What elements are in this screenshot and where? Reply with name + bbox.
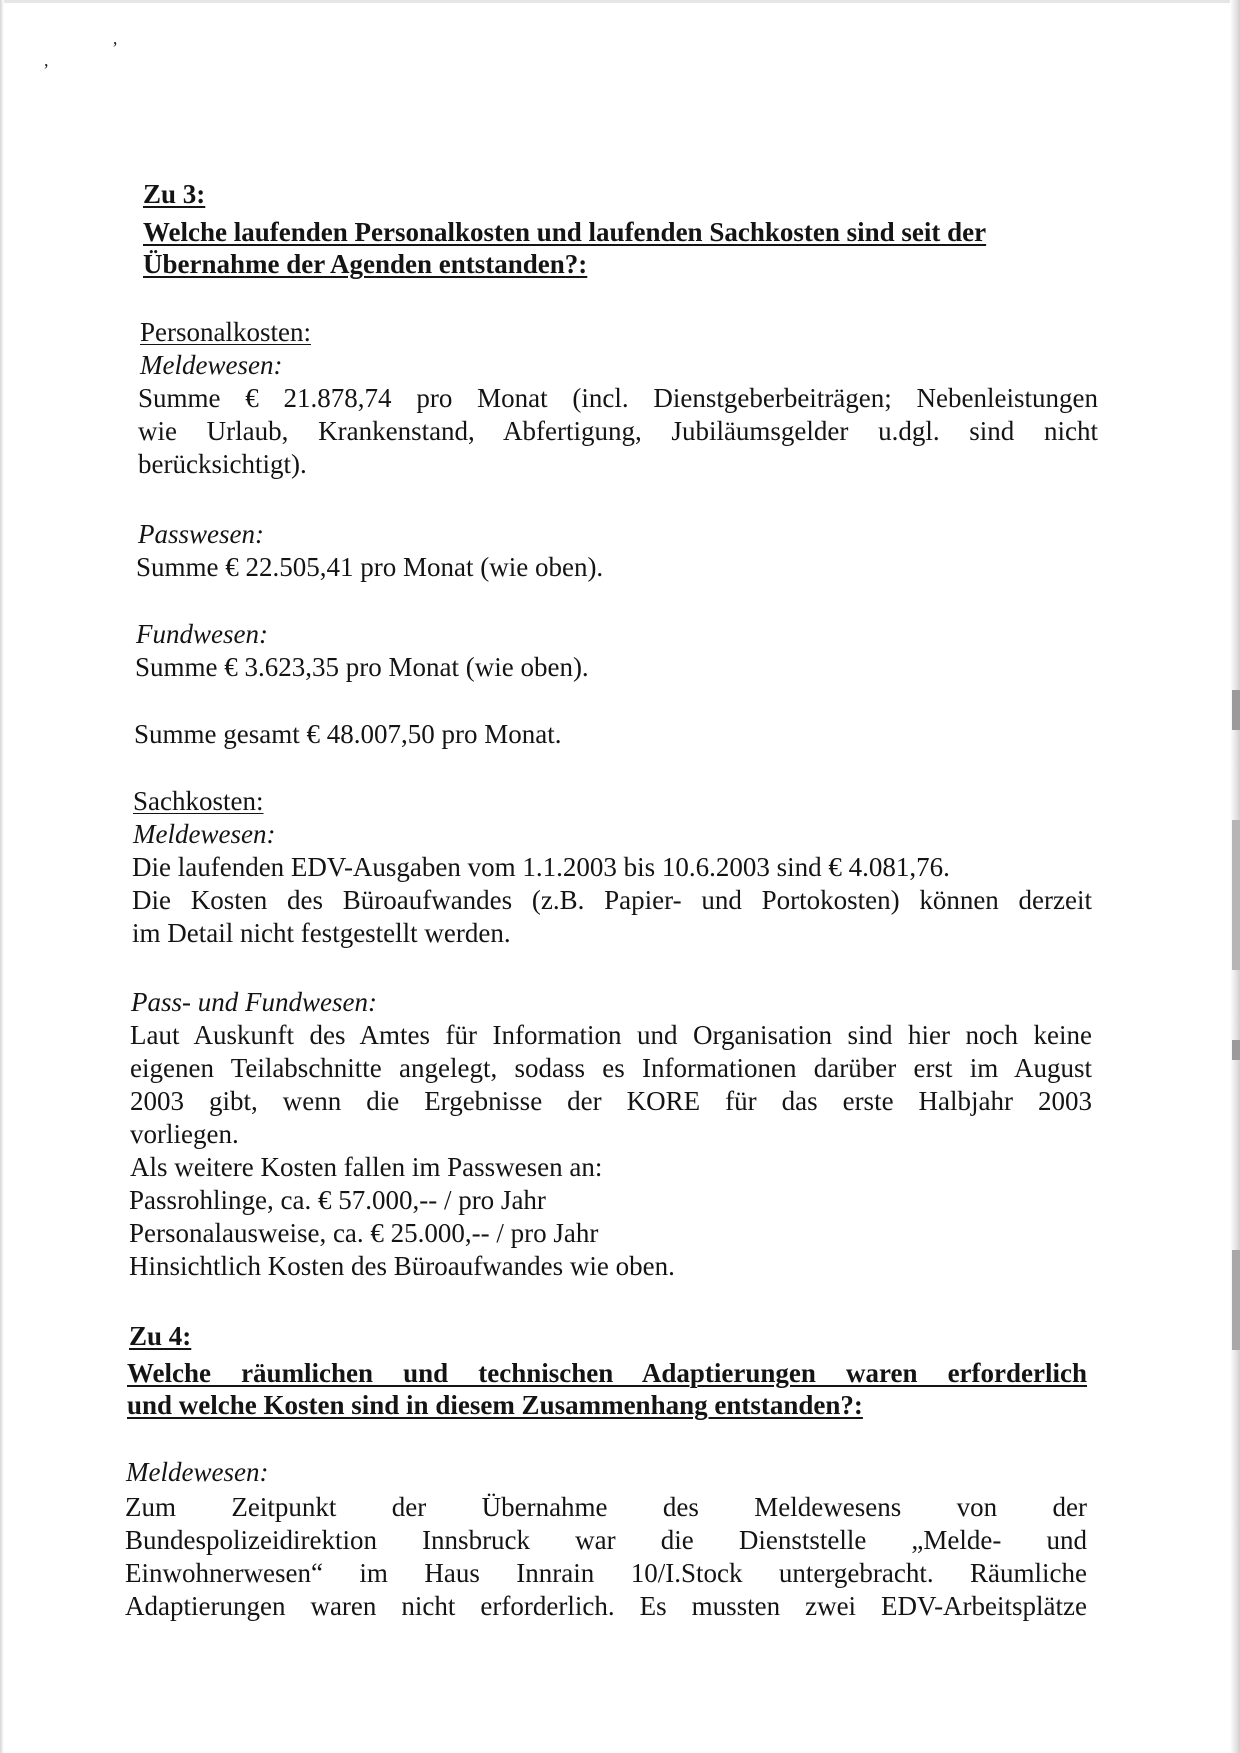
- sach-melde-line3: im Detail nicht festgestellt werden.: [132, 918, 511, 948]
- sach-passfund-line3: 2003 gibt, wenn die Ergebnisse der KORE für das erste Halbjahr 2003: [130, 1086, 1092, 1116]
- section4-melde-line4: Adaptierungen waren nicht erforderlich. Es mussten zwei EDV-Arbeitsplätze: [125, 1591, 1087, 1621]
- section4-melde-line2: Bundespolizeidirektion Innsbruck war die Dienststelle „Melde- und: [125, 1525, 1087, 1555]
- personal-melde-label: Meldewesen:: [140, 350, 283, 380]
- sach-melde-label: Meldewesen:: [133, 819, 276, 849]
- section3-question-line1: Welche laufenden Personalkosten und laufenden Sachkosten sind seit der: [143, 217, 987, 247]
- section3-label: Zu 3:: [143, 179, 206, 209]
- personalkosten-title: Personalkosten:: [140, 317, 311, 347]
- personal-fund-label: Fundwesen:: [136, 619, 268, 649]
- sach-passfund-line4: vorliegen.: [130, 1119, 239, 1149]
- personal-pass-label: Passwesen:: [138, 519, 264, 549]
- sach-passfund-line2: eigenen Teilabschnitte angelegt, sodass es Informationen darüber erst im August: [130, 1053, 1092, 1083]
- stray-mark: ,: [44, 50, 49, 70]
- section4-question-line1: Welche räumlichen und technischen Adaptierungen waren erforderlich: [127, 1358, 1087, 1388]
- sach-passfund-label: Pass- und Fundwesen:: [131, 987, 377, 1017]
- sach-passfund-line1: Laut Auskunft des Amtes für Information und Organisation sind hier noch keine: [130, 1020, 1092, 1050]
- section4-melde-line1: Zum Zeitpunkt der Übernahme des Meldewesens von der: [125, 1492, 1087, 1522]
- sach-melde-line1: Die laufenden EDV-Ausgaben vom 1.1.2003 bis 10.6.2003 sind € 4.081,76.: [132, 852, 950, 882]
- section4-melde-label: Meldewesen:: [126, 1457, 269, 1487]
- personal-melde-line2: wie Urlaub, Krankenstand, Abfertigung, Jubiläumsgelder u.dgl. sind nicht: [138, 416, 1098, 446]
- personal-melde-line1: Summe € 21.878,74 pro Monat (incl. Dienstgeberbeiträgen; Nebenleistungen: [138, 383, 1098, 413]
- sach-extra-line1: Als weitere Kosten fallen im Passwesen an:: [130, 1152, 603, 1182]
- personal-pass-line: Summe € 22.505,41 pro Monat (wie oben).: [136, 552, 604, 582]
- section3-question-line2: Übernahme der Agenden entstanden?:: [143, 249, 588, 279]
- personal-total-line: Summe gesamt € 48.007,50 pro Monat.: [134, 719, 562, 749]
- section4-label: Zu 4:: [129, 1321, 192, 1351]
- personal-melde-line3: berücksichtigt).: [138, 449, 307, 479]
- sach-extra-line2: Passrohlinge, ca. € 57.000,-- / pro Jahr: [129, 1185, 546, 1215]
- sach-melde-line2: Die Kosten des Büroaufwandes (z.B. Papier- und Portokosten) können derzeit: [132, 885, 1092, 915]
- personal-fund-line: Summe € 3.623,35 pro Monat (wie oben).: [135, 652, 589, 682]
- section4-question-line2: und welche Kosten sind in diesem Zusammenhang entstanden?:: [127, 1390, 863, 1420]
- sach-extra-line3: Personalausweise, ca. € 25.000,-- / pro Jahr: [129, 1218, 599, 1248]
- section4-melde-line3: Einwohnerwesen“ im Haus Innrain 10/I.Stock untergebracht. Räumliche: [125, 1558, 1087, 1588]
- stray-mark: ʼ: [112, 38, 118, 58]
- sachkosten-title: Sachkosten:: [133, 786, 264, 816]
- sach-extra-line4: Hinsichtlich Kosten des Büroaufwandes wie oben.: [129, 1251, 675, 1281]
